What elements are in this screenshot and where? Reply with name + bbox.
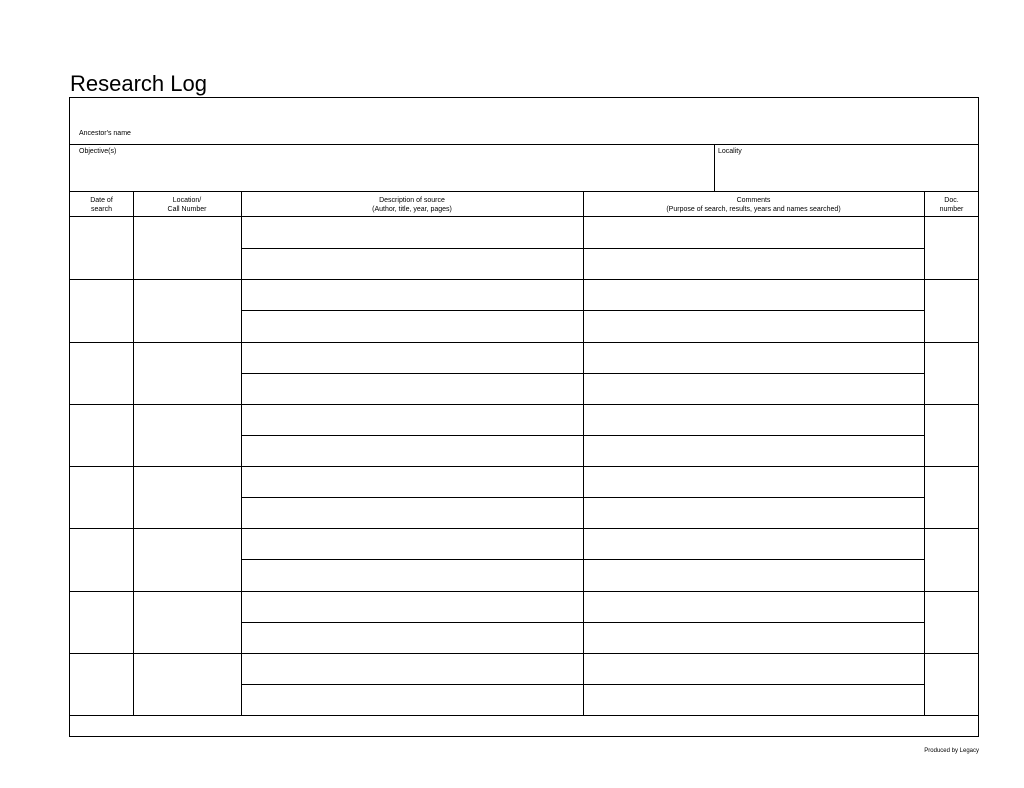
column-header-comments <box>583 192 924 216</box>
column-header-description-line1: Description of source <box>379 197 445 204</box>
column-header-comments-line2: (Purpose of search, results, years and names searched) <box>666 206 841 213</box>
column-divider <box>241 192 242 715</box>
objective-row <box>70 145 978 192</box>
research-log-form <box>69 97 979 737</box>
entry-row-divider <box>70 653 978 654</box>
entry-row-divider <box>70 466 978 467</box>
column-header-comments-line1: Comments <box>736 197 771 204</box>
entry-subrow-divider <box>241 559 924 560</box>
ancestor-name-label: Ancestor's name <box>79 130 131 137</box>
column-header-description-line2: (Author, title, year, pages) <box>372 206 452 213</box>
entry-subrow-divider <box>241 497 924 498</box>
column-header-date <box>70 192 133 216</box>
entry-subrow-divider <box>241 435 924 436</box>
entry-subrow-divider <box>241 622 924 623</box>
entry-subrow-divider <box>241 684 924 685</box>
column-divider <box>924 192 925 715</box>
page-title: Research Log <box>70 71 207 96</box>
entry-row-divider <box>70 528 978 529</box>
locality-label: Locality <box>718 148 742 155</box>
column-divider <box>133 192 134 715</box>
entry-subrow-divider <box>241 310 924 311</box>
entry-row-divider <box>70 591 978 592</box>
objective-label: Objective(s) <box>79 148 117 155</box>
column-header-row <box>70 192 978 217</box>
column-header-location-line1: Location/ <box>172 197 202 204</box>
entry-subrow-divider <box>241 248 924 249</box>
entry-subrow-divider <box>241 373 924 374</box>
entry-row-divider <box>70 404 978 405</box>
locality-field[interactable] <box>714 145 979 191</box>
column-header-date-line2: search <box>90 206 112 213</box>
produced-by-footer: Produced by Legacy <box>924 748 979 754</box>
column-header-location-line2: Call Number <box>167 206 207 213</box>
column-header-description <box>241 192 583 216</box>
column-header-doc-number-line1: Doc. <box>944 197 959 204</box>
column-header-doc-number-line2: number <box>939 206 964 213</box>
column-divider <box>583 192 584 715</box>
column-header-date-line1: Date of <box>90 197 113 204</box>
column-header-location <box>133 192 241 216</box>
entry-row-divider <box>70 279 978 280</box>
column-header-doc-number <box>924 192 979 216</box>
ancestor-name-field[interactable] <box>70 98 978 145</box>
entry-row-divider <box>70 342 978 343</box>
entry-row-divider <box>70 715 978 716</box>
